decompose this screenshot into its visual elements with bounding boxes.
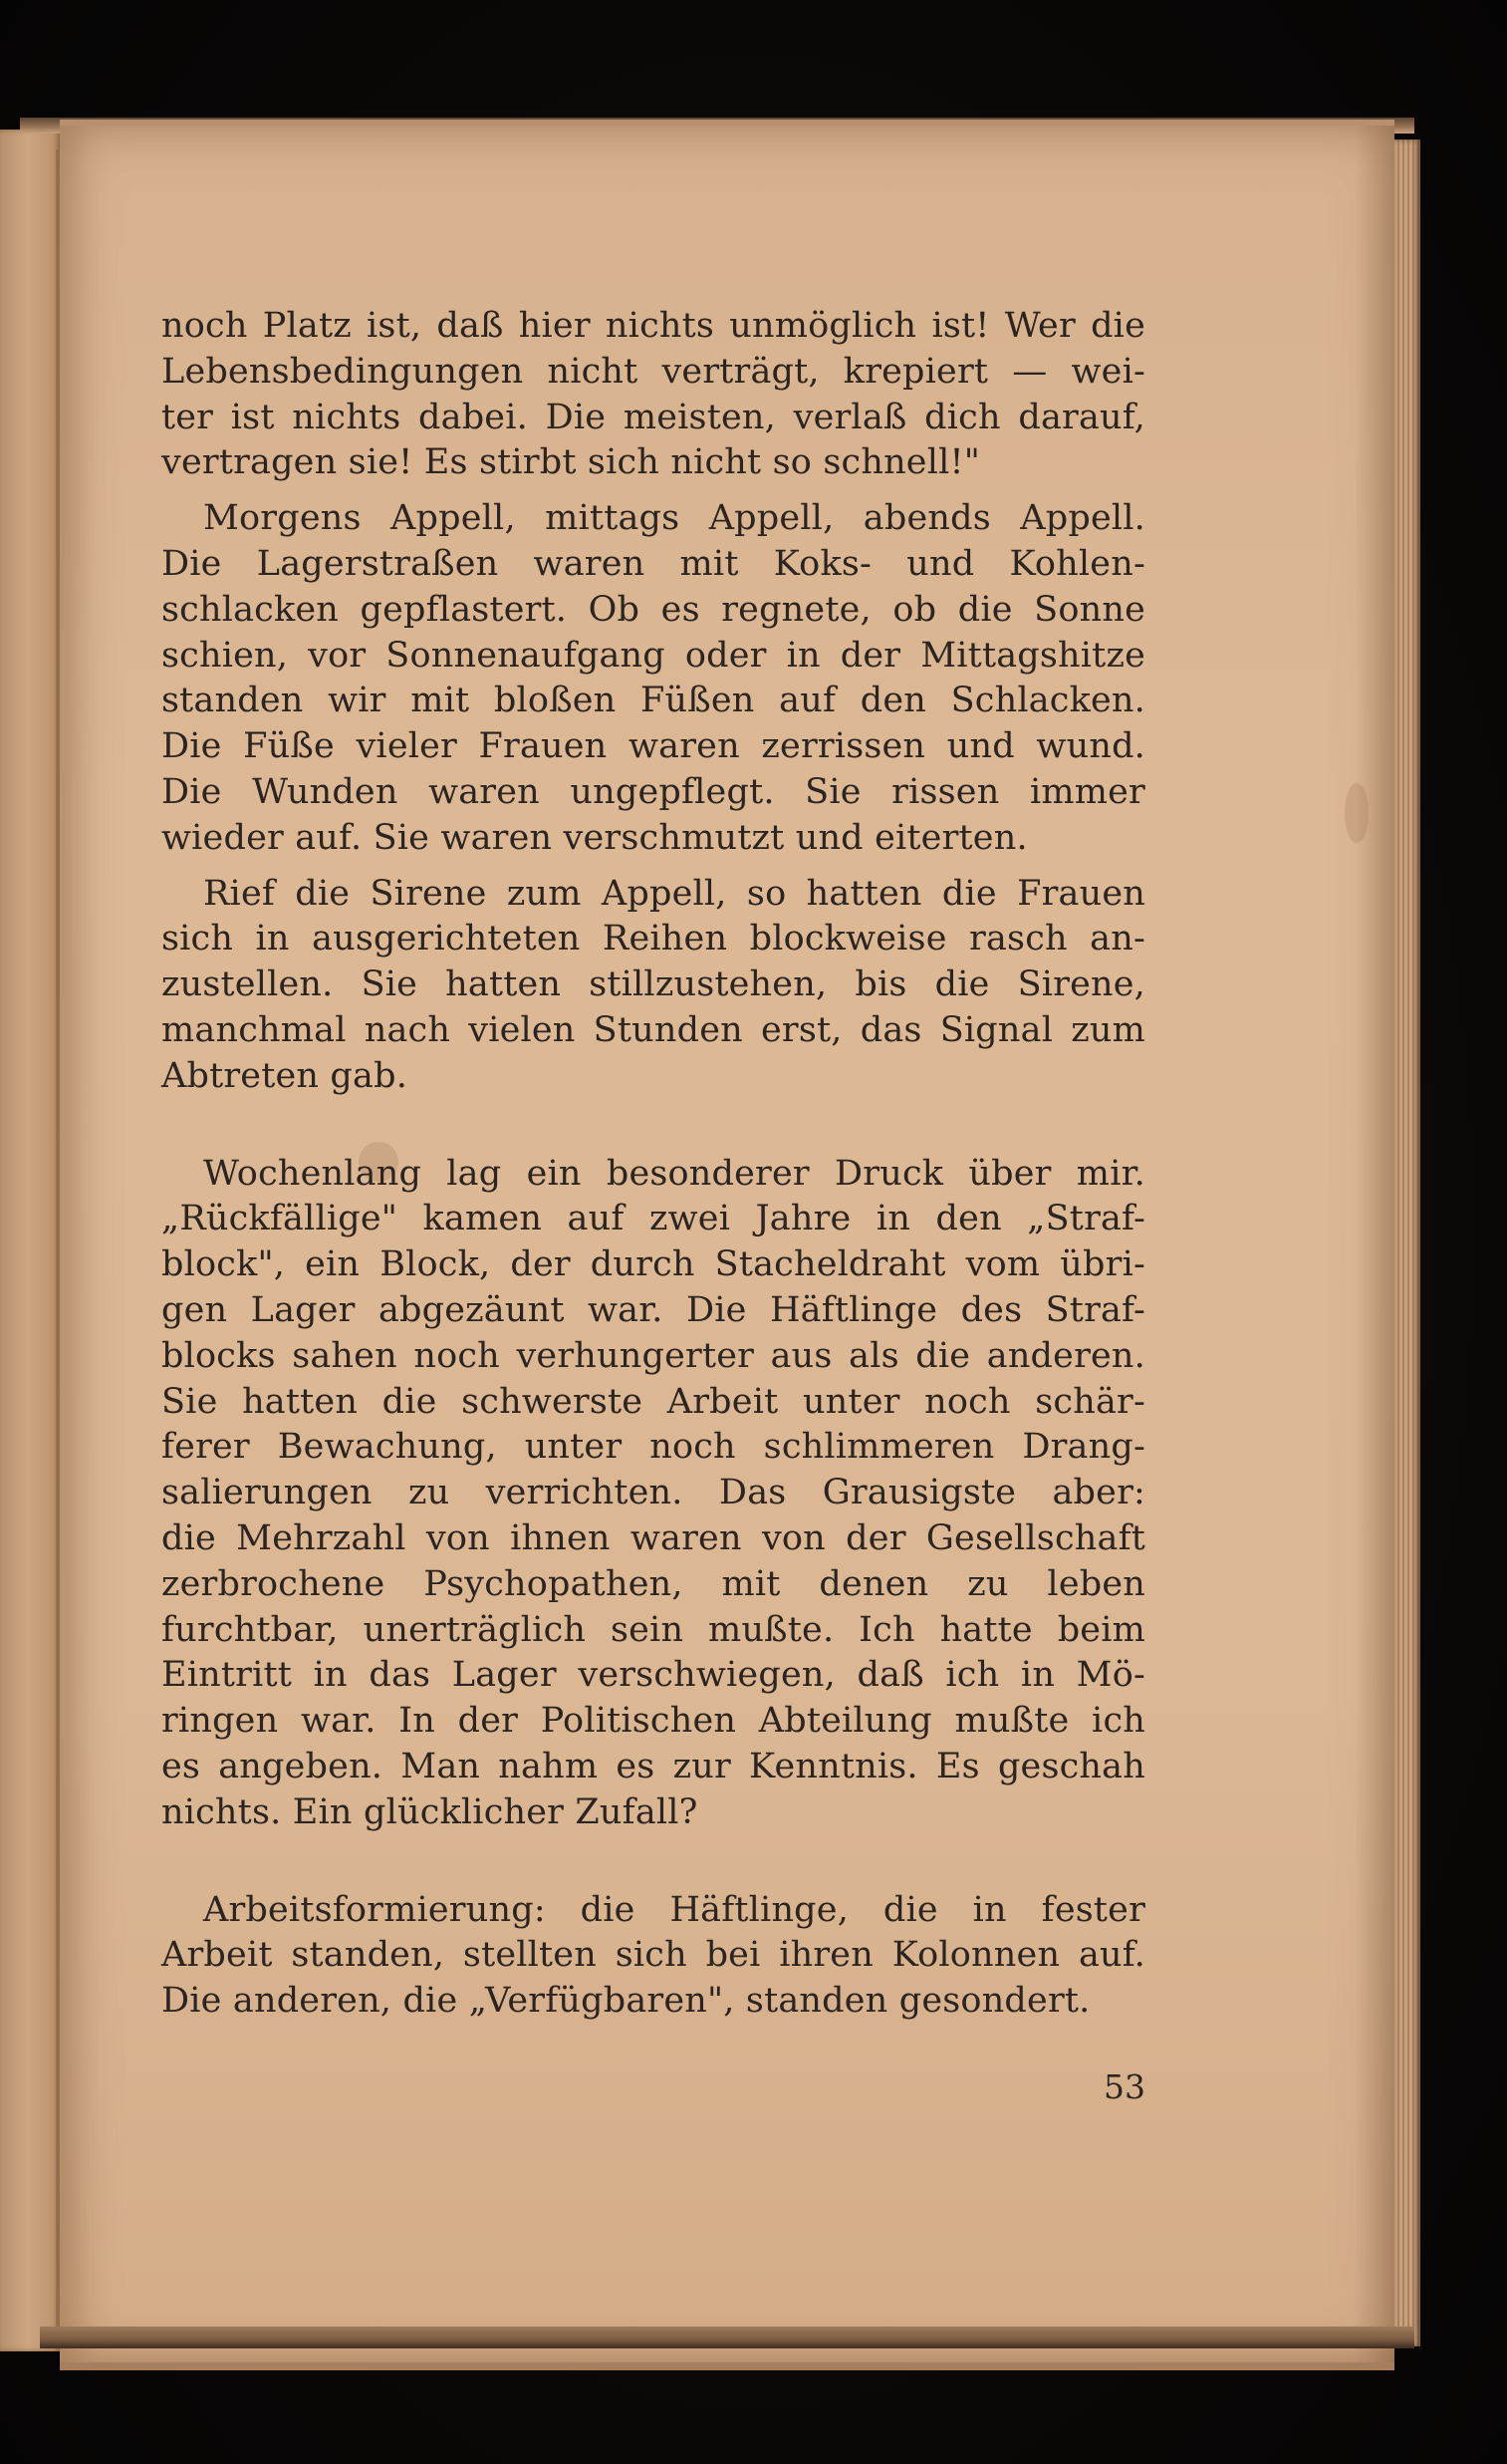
paper-stain (1345, 783, 1369, 843)
text-line: schien, vor Sonnenaufgang oder in der Mittagshitze (161, 635, 1145, 676)
binding-crease (56, 149, 59, 2341)
paragraph-spacing (161, 486, 1145, 496)
paragraph (161, 872, 1145, 1100)
text-line: Abtreten gab. (161, 1055, 408, 1096)
text-line: noch Platz ist, daß hier nichts unmöglich ist! Wer die (161, 306, 1145, 346)
text-line: die Mehrzahl von ihnen waren von der Gesellschaft (161, 1517, 1145, 1558)
page-body-text (161, 304, 1145, 2025)
text-line: wieder auf. Sie waren verschmutzt und eiterten. (161, 817, 1028, 858)
text-line: gen Lager abgezäunt war. Die Häftlinge des Straf- (161, 1289, 1145, 1330)
section-break (161, 1836, 1145, 1888)
text-line: Arbeit standen, stellten sich bei ihren Kolonnen auf. (161, 1935, 1145, 1976)
text-line: zerbrochene Psychopathen, mit denen zu leben (161, 1563, 1145, 1604)
text-line: Die anderen, die „Verfügbaren", standen gesondert. (161, 1981, 1091, 2022)
text-line: schlacken gepflastert. Ob es regnete, ob die Sonne (161, 589, 1145, 630)
paragraph-spacing (161, 862, 1145, 872)
text-line: es angeben. Man nahm es zur Kenntnis. Es geschah (161, 1746, 1145, 1786)
text-line: ferer Bewachung, unter noch schlimmeren Drang- (161, 1427, 1145, 1468)
paragraph (161, 1152, 1145, 1836)
text-line: nichts. Ein glücklicher Zufall? (161, 1791, 698, 1832)
text-line: sich in ausgerichteten Reihen blockweise rasch an- (161, 919, 1145, 959)
text-line: furchtbar, unerträglich sein mußte. Ich hatte beim (161, 1609, 1145, 1650)
text-line: „Rückfällige" kamen auf zwei Jahre in den „Straf- (161, 1199, 1145, 1239)
text-line: vertragen sie! Es stirbt sich nicht so schnell!" (161, 442, 981, 483)
text-line: Die Wunden waren ungepflegt. Sie rissen immer (161, 771, 1145, 812)
text-line: Rief die Sirene zum Appell, so hatten die Frauen (203, 873, 1145, 914)
text-line: ter ist nichts dabei. Die meisten, verlaß dich darauf, (161, 397, 1145, 437)
text-line: standen wir mit bloßen Füßen auf den Schlacken. (161, 681, 1145, 721)
text-line: Die Füße vieler Frauen waren zerrissen und wund. (161, 726, 1145, 767)
paragraph (161, 1888, 1145, 2025)
text-line: blocks sahen noch verhungerter aus als die anderen. (161, 1335, 1145, 1376)
text-line: ringen war. In der Politischen Abteilung mußte ich (161, 1701, 1145, 1742)
paragraph (161, 496, 1145, 861)
text-line: block", ein Block, der durch Stacheldraht vom übri- (161, 1244, 1145, 1285)
text-line: Sie hatten die schwerste Arbeit unter noch schär- (161, 1381, 1145, 1422)
text-line: Wochenlang lag ein besonderer Druck über mir. (203, 1153, 1145, 1194)
bottom-edge (40, 2327, 1414, 2348)
text-line: salierungen zu verrichten. Das Grausigste aber: (161, 1473, 1145, 1513)
text-line: Morgens Appell, mittags Appell, abends Appell. (203, 498, 1145, 539)
text-line: Die Lagerstraßen waren mit Koks- und Kohlen- (161, 543, 1145, 584)
paragraph (161, 304, 1145, 486)
text-line: Eintritt in das Lager verschwiegen, daß ich in Mö- (161, 1655, 1145, 1696)
section-break (161, 1100, 1145, 1152)
text-line: Lebensbedingungen nicht verträgt, krepiert — wei- (161, 351, 1145, 392)
page-stack-edge (1394, 139, 1420, 2346)
text-line: manchmal nach vielen Stunden erst, das Signal zum (161, 1009, 1145, 1050)
text-line: zustellen. Sie hatten stillzustehen, bis die Sirene, (161, 964, 1145, 1005)
page-number: 53 (1104, 2067, 1145, 2106)
left-page-edge (0, 130, 62, 2351)
text-line: Arbeitsformierung: die Häftlinge, die in fester (203, 1889, 1145, 1930)
